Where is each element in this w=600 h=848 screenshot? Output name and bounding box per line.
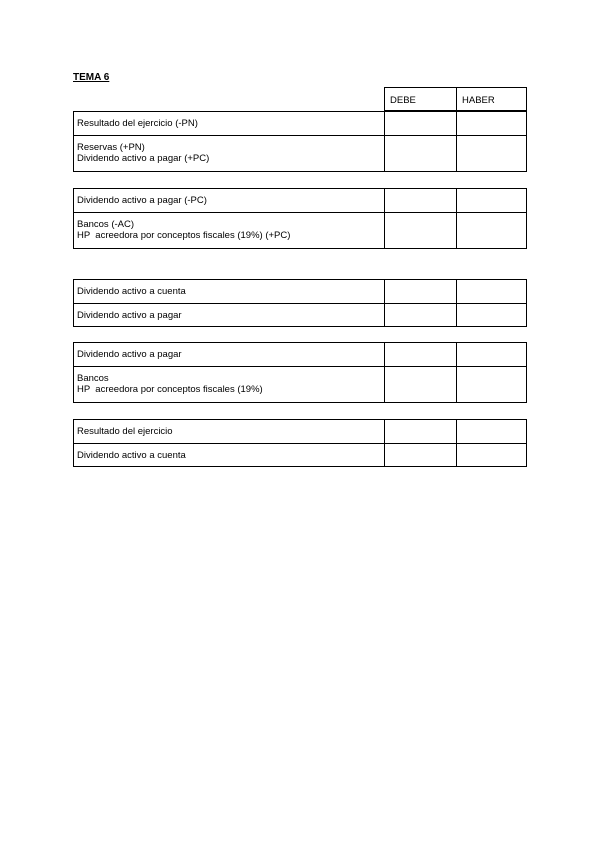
account-line: Resultado del ejercicio (-PN): [77, 118, 198, 129]
account-line: Resultado del ejercicio: [77, 426, 173, 437]
account-line: Reservas (+PN): [77, 142, 145, 153]
debe-cell: [384, 280, 456, 303]
account-line: Bancos (-AC): [77, 219, 135, 230]
account-label: [77, 280, 381, 297]
entry-row: [73, 366, 527, 403]
haber-cell: [456, 189, 526, 212]
debe-cell: [384, 367, 456, 402]
page-title: TEMA 6: [73, 72, 110, 83]
account-label: [77, 420, 381, 437]
journal-entry: [73, 188, 527, 249]
debe-cell: [384, 112, 456, 135]
debe-cell: [384, 420, 456, 443]
account-label: [77, 189, 381, 206]
account-line: Dividendo activo a pagar: [77, 310, 182, 321]
account-line: HP acreedora por conceptos fiscales (19%) (+PC): [77, 230, 291, 241]
haber-cell: [456, 343, 526, 366]
haber-cell: [456, 213, 526, 248]
debe-cell: [384, 136, 456, 171]
haber-cell: [456, 304, 526, 326]
entry-row: [73, 188, 527, 212]
account-label: [77, 213, 381, 241]
entry-row: [73, 279, 527, 303]
haber-cell: [456, 112, 526, 135]
entry-row: [73, 135, 527, 172]
haber-cell: [456, 280, 526, 303]
entry-row: [73, 111, 527, 135]
debe-cell: [384, 343, 456, 366]
haber-cell: [456, 367, 526, 402]
haber-cell: [456, 420, 526, 443]
entry-row: [73, 303, 527, 327]
account-line: Dividendo activo a pagar (+PC): [77, 153, 210, 164]
account-label: [77, 343, 381, 360]
debe-column-header: DEBE: [384, 87, 457, 111]
haber-cell: [456, 136, 526, 171]
journal-entry: [73, 342, 527, 403]
account-line: Dividendo activo a cuenta: [77, 286, 186, 297]
entry-row: [73, 443, 527, 467]
debe-cell: [384, 189, 456, 212]
account-label: [77, 444, 381, 461]
entry-row: [73, 212, 527, 249]
haber-cell: [456, 444, 526, 466]
account-line: Bancos: [77, 373, 109, 384]
account-label: [77, 367, 381, 395]
journal-entry: [73, 419, 527, 467]
account-line: Dividendo activo a pagar (-PC): [77, 195, 207, 206]
account-line: Dividendo activo a pagar: [77, 349, 182, 360]
entry-row: [73, 342, 527, 366]
account-line: Dividendo activo a cuenta: [77, 450, 186, 461]
debe-cell: [384, 444, 456, 466]
journal-entry: [73, 111, 527, 172]
account-label: [77, 304, 381, 321]
debe-cell: [384, 213, 456, 248]
haber-column-header: HABER: [456, 87, 527, 111]
account-line: HP acreedora por conceptos fiscales (19%): [77, 384, 263, 395]
debe-cell: [384, 304, 456, 326]
account-label: [77, 112, 381, 129]
journal-entry: [73, 279, 527, 327]
entry-row: [73, 419, 527, 443]
account-label: [77, 136, 381, 164]
